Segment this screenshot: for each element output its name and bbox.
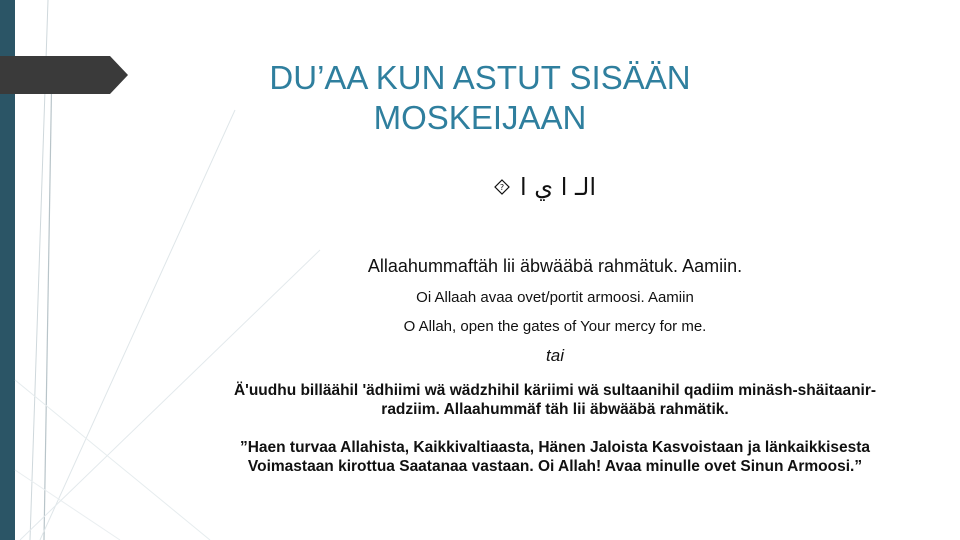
title-line-1: DU’AA KUN ASTUT SISÄÄN	[269, 59, 691, 96]
transliteration-1: Allaahummaftäh lii äbwääbä rahmätuk. Aamiin.	[367, 256, 743, 276]
transliteration-2: Ä'uudhu billäähil 'ädhiimi wä wädzhihil käriimi wä sultaanihil qadiim minäsh-shäitaanir-radziim. Allaahummäf täh lii äbwääbä rahmätik.	[233, 382, 877, 418]
title-line-2: MOSKEIJAAN	[373, 99, 587, 136]
arabic-bullet-row	[494, 172, 596, 202]
slide-title	[245, 58, 715, 138]
title-tab-marker	[0, 56, 128, 94]
english-translation-1: O Allah, open the gates of Your mercy for me.	[403, 318, 707, 335]
finnish-translation-1: Oi Allaah avaa ovet/portit armoosi. Aamiin	[416, 289, 694, 306]
diamond-bullet-icon	[494, 179, 510, 195]
svg-text:?: ?	[499, 183, 505, 192]
finnish-translation-2: ”Haen turvaa Allahista, Kaikkivaltiaasta, Hänen Jaloista Kasvoistaan ja länkaikkisesta Voimastaan kirottua Saatanaa vastaan. Oi Allah! Avaa minulle ovet Sinun Armoosi.”	[239, 439, 871, 475]
arabic-text: ﺍﻟـ ﺍ ﻱ ﺍ	[520, 173, 597, 201]
separator-text: tai	[546, 346, 564, 365]
